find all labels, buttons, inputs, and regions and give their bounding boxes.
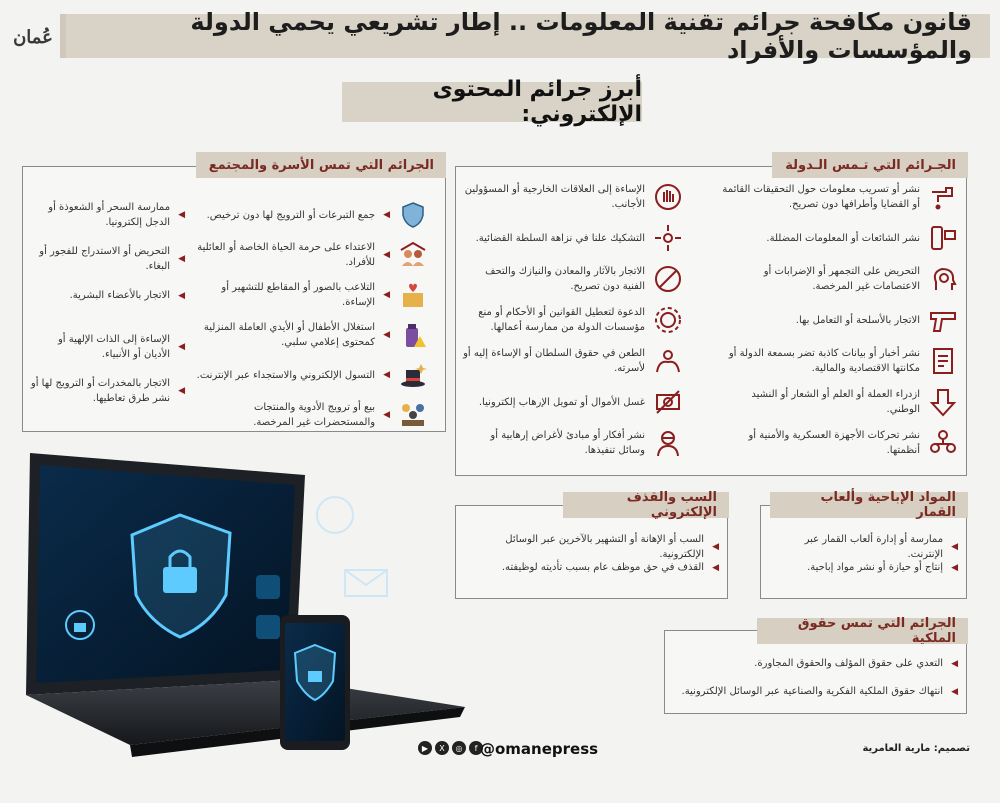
- prohibited-icon: [653, 264, 683, 294]
- fake-document-icon: [928, 346, 958, 376]
- crime-item-text: غسل الأموال أو تمويل الإرهاب إلكترونيا.: [478, 396, 645, 408]
- crime-item-text: التحريض على التجمهر أو الإضرابات أو الاعتصامات غير المرخصة.: [763, 266, 920, 292]
- bottle-warning-icon: [398, 320, 428, 350]
- stop-hand-icon: [653, 182, 683, 212]
- crime-item-text: الاتجار بالمخدرات أو الترويج لها أو نشر طرق تعاطيها.: [30, 378, 171, 404]
- crime-item-text: القذف في حق موظف عام بسبب تأديته لوظيفته.: [501, 562, 705, 573]
- crime-item-text: ممارسة السحر أو الشعوذة أو الدجل إلكترونيا.: [48, 202, 171, 228]
- main-title: قانون مكافحة جرائم تقنية المعلومات .. إطار تشريعي يحمي الدولة والمؤسسات والأفراد: [190, 8, 972, 64]
- crime-item: [196, 280, 428, 310]
- heart-box-icon: [398, 280, 428, 310]
- crime-item-text: الطعن في حقوق السلطان أو الإساءة إليه أو لأسرته.: [463, 348, 645, 374]
- magic-hat-icon: [398, 360, 428, 390]
- crime-item: [768, 560, 958, 575]
- bullet-icon: ◀: [383, 330, 390, 340]
- donation-shield-icon: [398, 200, 428, 230]
- magic-hat-icon: [398, 360, 428, 390]
- bullet-icon: ◀: [178, 386, 185, 396]
- crime-item-text: الإساءة إلى الذات الإلهية أو الأديان أو الأنبياء.: [57, 334, 171, 360]
- crime-item-text: نشر أو تسريب معلومات حول التحقيقات القائمة أو القضايا وأطرافها دون تصريح.: [722, 184, 920, 210]
- crime-item: [722, 223, 958, 253]
- crime-item: [463, 346, 683, 376]
- crime-item-text: التلاعب بالصور أو المقاطع للتشهير أو الإساءة.: [221, 282, 376, 308]
- faucet-leak-icon: [928, 182, 958, 212]
- crime-item-text: الاتجار بالآثار والمعادن والنيازك والتحف الفنية دون تصريح.: [485, 266, 645, 292]
- down-arrow-icon: [928, 387, 958, 417]
- crime-item: [463, 264, 683, 294]
- crime-item: [30, 200, 185, 230]
- crime-item-text: إنتاج أو حيازة أو نشر مواد إباحية.: [807, 562, 944, 573]
- crime-item: [196, 360, 428, 390]
- family-privacy-icon: [398, 240, 428, 270]
- no-money-icon: [653, 387, 683, 417]
- oman-logo: عُمان: [13, 26, 53, 48]
- crime-item-text: الدعوة لتعطيل القوانين أو الأحكام أو منع مؤسسات الدولة من ممارسة أعمالها.: [478, 307, 645, 333]
- bullet-icon: ◀: [178, 254, 185, 264]
- hands-people-icon: [653, 346, 683, 376]
- crime-item: [30, 244, 185, 274]
- pistol-icon: [928, 305, 958, 335]
- gear-block-icon: [653, 305, 683, 335]
- crime-item-text: التحريض أو الاستدراج للفجور أو البغاء.: [39, 246, 171, 272]
- masked-person-icon: [653, 428, 683, 458]
- footer-handle: @omanepress: [480, 740, 599, 758]
- bullet-icon: ◀: [383, 290, 390, 300]
- crime-item-text: نشر أخبار أو بيانات كاذبة تضر بسمعة الدولة أو مكانتها الاقتصادية والمالية.: [728, 348, 920, 374]
- crime-item: [463, 560, 719, 575]
- crime-item: [722, 305, 958, 335]
- crime-item: [722, 346, 958, 376]
- bullet-icon: ◀: [383, 210, 390, 220]
- family-privacy-icon: [398, 240, 428, 270]
- laptop-phone-illustration: [20, 445, 470, 765]
- military-hierarchy-icon: [928, 428, 958, 458]
- crime-item-text: الاتجار بالأعضاء البشرية.: [69, 290, 171, 301]
- crime-item-text: الاعتداء على حرمة الحياة الخاصة أو العائلية للأفراد.: [197, 242, 376, 268]
- head-mind-icon: [928, 264, 958, 294]
- no-money-icon: [653, 387, 683, 417]
- crime-item: [672, 684, 958, 699]
- crime-item-text: التعدي على حقوق المؤلف والحقوق المجاورة.: [754, 658, 944, 669]
- subtitle-bar: [342, 77, 642, 127]
- phone-chat-icon: [928, 223, 958, 253]
- hands-people-icon: [653, 346, 683, 376]
- crime-item: [196, 200, 428, 230]
- crime-item-text: نشر تحركات الأجهزة العسكرية والأمنية أو أنظمتها.: [748, 430, 920, 456]
- crime-item-text: الإساءة إلى العلاقات الخارجية أو المسؤولين الأجانب.: [464, 184, 645, 210]
- crime-item-text: ازدراء العملة أو العلم أو الشعار أو النشيد الوطني.: [751, 389, 920, 415]
- crime-item: [768, 532, 958, 562]
- x-icon: X: [435, 741, 449, 755]
- defamation-title: السب والقذف الإلكتروني: [563, 492, 729, 518]
- crime-item: [463, 532, 719, 562]
- crime-item: [722, 387, 958, 417]
- scatter-arrows-icon: [653, 223, 683, 253]
- bullet-icon: ◀: [951, 542, 958, 552]
- crime-item: [196, 400, 428, 430]
- prohibited-icon: [653, 264, 683, 294]
- crime-item: [463, 428, 683, 458]
- down-arrow-icon: [928, 387, 958, 417]
- religion-symbols-icon: [398, 400, 428, 430]
- crime-item: [722, 264, 958, 294]
- crime-item: [463, 387, 683, 417]
- crime-item: [196, 240, 428, 270]
- crime-item-text: التسول الإلكتروني والاستجداء عبر الإنترنت.: [196, 369, 376, 381]
- crime-item: [463, 223, 683, 253]
- crime-item: [463, 305, 683, 335]
- masked-person-icon: [653, 428, 683, 458]
- pistol-icon: [928, 305, 958, 335]
- phone-chat-icon: [928, 223, 958, 253]
- bullet-icon: ◀: [951, 686, 958, 697]
- crime-item: [672, 656, 958, 671]
- porn-gambling-title: المواد الإباحية وألعاب القمار: [770, 492, 968, 518]
- design-credit: تصميم: مارية العامرية: [862, 743, 970, 754]
- bullet-icon: ◀: [178, 210, 185, 220]
- crime-item-text: بيع أو ترويج الأدوية والمنتجات والمستحضرات غير المرخصة.: [253, 402, 376, 428]
- property-title: الجرائم التي تمس حقوق الملكية: [757, 618, 968, 644]
- stop-hand-icon: [653, 182, 683, 212]
- head-mind-icon: [928, 264, 958, 294]
- crime-item: [722, 182, 958, 212]
- crime-item-text: الاتجار بالأسلحة أو التعامل بها.: [795, 314, 920, 326]
- crime-item: [196, 320, 428, 350]
- social-icons: [418, 741, 483, 755]
- crime-item-text: التشكيك علنا في نزاهة السلطة القضائية.: [475, 232, 645, 244]
- family-crimes-title: الجرائم التي تمس الأسرة والمجتمع: [196, 152, 446, 178]
- youtube-icon: ▶: [418, 741, 432, 755]
- crime-item: [30, 288, 185, 303]
- bullet-icon: ◀: [178, 342, 185, 352]
- state-crimes-title: الجـرائم التي تـمس الـدولة: [772, 152, 968, 178]
- heart-box-icon: [398, 280, 428, 310]
- crime-item: [30, 332, 185, 362]
- bottle-warning-icon: [398, 320, 428, 350]
- bullet-icon: ◀: [383, 250, 390, 260]
- bullet-icon: ◀: [951, 658, 958, 669]
- crime-item: [722, 428, 958, 458]
- crime-item-text: انتهاك حقوق الملكية الفكرية والصناعية عبر الوسائل الإلكترونية.: [681, 686, 944, 697]
- faucet-leak-icon: [928, 182, 958, 212]
- facebook-icon: f: [469, 741, 483, 755]
- bullet-icon: ◀: [712, 542, 719, 552]
- crime-item-text: نشر أفكار أو مبادئ لأغراض إرهابية أو وسائل تنفيذها.: [490, 430, 645, 456]
- crime-item-text: نشر الشائعات أو المعلومات المضللة.: [766, 232, 920, 244]
- instagram-icon: ◎: [452, 741, 466, 755]
- gear-block-icon: [653, 305, 683, 335]
- fake-document-icon: [928, 346, 958, 376]
- crime-item: [30, 376, 185, 406]
- bullet-icon: ◀: [178, 290, 185, 301]
- scatter-arrows-icon: [653, 223, 683, 253]
- bullet-icon: ◀: [383, 370, 390, 380]
- crime-item-text: السب أو الإهانة أو التشهير بالآخرين عبر الوسائل الإلكترونية.: [505, 534, 705, 560]
- religion-symbols-icon: [398, 400, 428, 430]
- subtitle: أبرز جرائم المحتوى الإلكتروني:: [432, 77, 642, 127]
- crime-item: [463, 182, 683, 212]
- crime-item-text: ممارسة أو إدارة ألعاب القمار عبر الإنترنت.: [804, 534, 944, 560]
- crime-item-text: جمع التبرعات أو الترويج لها دون ترخيص.: [206, 209, 376, 221]
- donation-shield-icon: [398, 200, 428, 230]
- title-banner: [60, 8, 990, 64]
- military-hierarchy-icon: [928, 428, 958, 458]
- bullet-icon: ◀: [951, 562, 958, 573]
- bullet-icon: ◀: [712, 562, 719, 573]
- crime-item-text: استغلال الأطفال أو الأيدي العاملة المنزلية كمحتوى إعلامي سلبي.: [203, 322, 376, 348]
- bullet-icon: ◀: [383, 410, 390, 420]
